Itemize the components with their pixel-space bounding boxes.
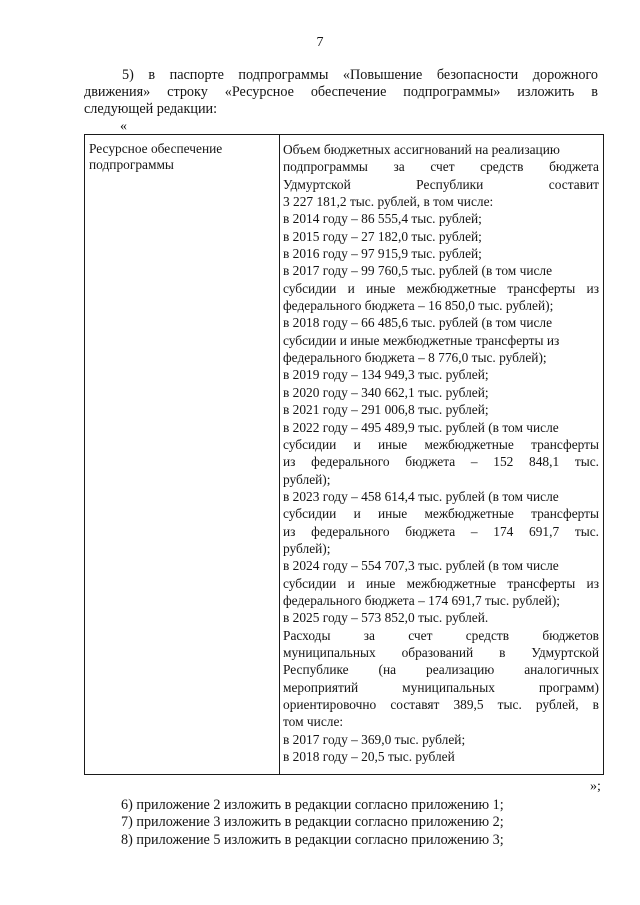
value-line: федерального бюджета – 8 776,0 тыс. рублей); xyxy=(283,350,547,366)
value-line: рублей); xyxy=(283,471,331,487)
value-line: субсидии и иные межбюджетные трансферты xyxy=(283,506,599,522)
amendments-list xyxy=(121,797,504,849)
value-line: в 2017 году – 369,0 тыс. рублей; xyxy=(283,731,466,747)
value-line: подпрограммы за счет средств бюджета xyxy=(283,159,599,175)
value-line: субсидии и иные межбюджетные трансферты xyxy=(283,436,599,452)
value-line: в 2025 году – 573 852,0 тыс. рублей. xyxy=(283,610,489,626)
closing-quote: »; xyxy=(590,779,601,794)
value-line: субсидии и иные межбюджетные трансферты из xyxy=(283,280,599,296)
resource-table xyxy=(84,134,604,775)
value-line: рублей); xyxy=(283,540,331,556)
intro-line: 5) в паспорте подпрограммы «Повышение безопасности дорожного xyxy=(122,67,598,83)
value-line: из федерального бюджета – 174 691,7 тыс. xyxy=(283,523,599,539)
value-line: мероприятий муниципальных программ) xyxy=(283,679,599,695)
table-value-cell xyxy=(280,135,603,774)
value-line: в 2014 году – 86 555,4 тыс. рублей; xyxy=(283,211,482,227)
value-line: в 2017 году – 99 760,5 тыс. рублей (в том числе xyxy=(283,263,553,279)
value-line: в 2019 году – 134 949,3 тыс. рублей; xyxy=(283,367,489,383)
amendment-item: 7) приложение 3 изложить в редакции согласно приложению 2; xyxy=(121,814,504,831)
value-line: в 2016 году – 97 915,9 тыс. рублей; xyxy=(283,246,482,262)
value-line: в 2024 году – 554 707,3 тыс. рублей (в том числе xyxy=(283,558,559,574)
value-line: в 2020 году – 340 662,1 тыс. рублей; xyxy=(283,384,489,400)
value-line: федерального бюджета – 16 850,0 тыс. рублей); xyxy=(283,298,554,314)
value-line: Удмуртской Республики составит xyxy=(283,176,599,192)
value-line: том числе: xyxy=(283,714,344,730)
value-line: в 2022 году – 495 489,9 тыс. рублей (в том числе xyxy=(283,419,559,435)
label-line: подпрограммы xyxy=(89,157,174,172)
value-line: Расходы за счет средств бюджетов xyxy=(283,627,599,643)
value-line: федерального бюджета – 174 691,7 тыс. рублей); xyxy=(283,592,561,608)
value-line: Объем бюджетных ассигнований на реализацию xyxy=(283,142,560,157)
amendment-item: 8) приложение 5 изложить в редакции согласно приложению 3; xyxy=(121,831,504,848)
table-label-cell xyxy=(85,135,280,774)
value-line: ориентировочно составят 389,5 тыс. рублей, в xyxy=(283,697,599,712)
value-line: из федерального бюджета – 152 848,1 тыс. xyxy=(283,454,599,470)
value-line: в 2018 году – 20,5 тыс. рублей xyxy=(283,749,455,765)
opening-quote: « xyxy=(120,119,127,134)
amendment-item: 6) приложение 2 изложить в редакции согласно приложению 1; xyxy=(121,797,504,813)
page-number: 7 xyxy=(316,35,324,50)
value-line: в 2021 году – 291 006,8 тыс. рублей; xyxy=(283,402,489,418)
value-line: в 2018 году – 66 485,6 тыс. рублей (в том числе xyxy=(283,315,553,331)
value-line: 3 227 181,2 тыс. рублей, в том числе: xyxy=(283,194,494,210)
label-line: Ресурсное обеспечение xyxy=(89,141,223,156)
intro-line: следующей редакции: xyxy=(84,101,218,117)
value-line: субсидии и иные межбюджетные трансферты из xyxy=(283,332,560,348)
intro-line: движения» строку «Ресурсное обеспечение подпрограммы» изложить в xyxy=(84,84,598,100)
value-line: Республике (на реализацию аналогичных xyxy=(283,662,599,678)
value-line: субсидии и иные межбюджетные трансферты из xyxy=(283,575,599,591)
value-line: в 2015 году – 27 182,0 тыс. рублей; xyxy=(283,228,482,244)
value-line: в 2023 году – 458 614,4 тыс. рублей (в том числе xyxy=(283,488,559,504)
value-line: муниципальных образований в Удмуртской xyxy=(283,644,599,660)
intro-paragraph xyxy=(84,67,598,118)
